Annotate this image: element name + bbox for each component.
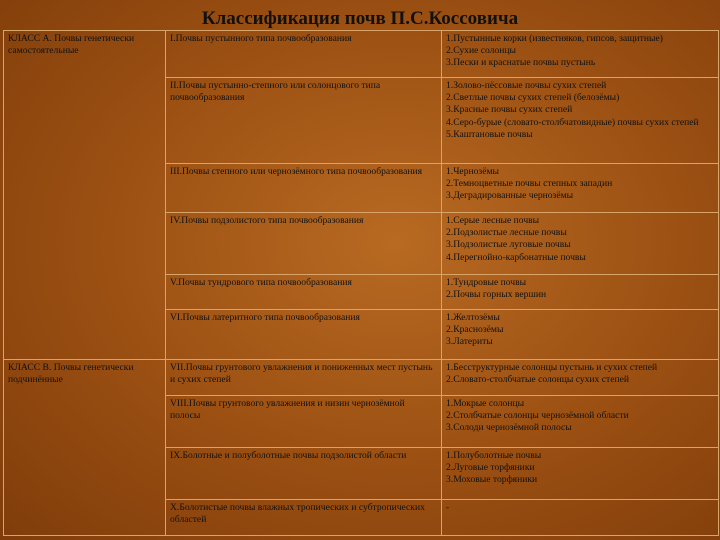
page-title: Классификация почв П.С.Коссовича <box>201 8 519 29</box>
soil-list-cell <box>442 396 719 448</box>
soil-item: 3.Красные почвы сухих степей <box>446 104 573 116</box>
soil-item: 1.Тундровые почвы <box>446 277 527 288</box>
soil-list-cell <box>442 310 719 360</box>
soil-type-cell <box>166 396 442 448</box>
soil-type-cell <box>166 213 442 275</box>
class-name: КЛАСС А. Почвы генетически самостоятельные <box>8 33 135 57</box>
soil-item: 4.Серо-бурые (словато-столбчатовидные) почвы сухих степей <box>446 116 699 128</box>
class-b-cell <box>4 360 166 536</box>
soil-item: 2.Словато-столбчатые солонцы сухих степей <box>446 374 629 386</box>
soil-list-cell <box>442 78 719 164</box>
soil-list-cell <box>442 213 719 275</box>
soil-item: 2.Столбчатые солонцы чернозёмной области <box>446 410 629 422</box>
table-row <box>4 31 719 78</box>
soil-type-cell <box>166 275 442 310</box>
soil-type-cell <box>166 31 442 78</box>
soil-item: 3.Деградированные чернозёмы <box>446 190 574 202</box>
soil-type: III.Почвы степного или чернозёмного типа почвообразования <box>170 166 423 177</box>
soil-item: 1.Желтозёмы <box>446 312 500 323</box>
soil-type-cell <box>166 310 442 360</box>
soil-item: 1.Серые лесные почвы <box>446 215 540 226</box>
class-a-cell <box>4 31 166 360</box>
soil-type-cell <box>166 360 442 396</box>
classification-table <box>3 30 719 536</box>
soil-type: V.Почвы тундрового типа почвообразования <box>170 277 352 288</box>
soil-type: VII.Почвы грунтового увлажнения и пониженных мест пустынь и сухих степей <box>170 362 433 386</box>
soil-item: 2.Светлые почвы сухих степей (белозёмы) <box>446 92 620 104</box>
soil-list-cell <box>442 500 719 536</box>
soil-type-cell <box>166 78 442 164</box>
soil-item: 2.Сухие солонцы <box>446 45 516 57</box>
soil-item: 2.Луговые торфяники <box>446 462 535 474</box>
soil-item: 1.Золово-пёссовые почвы сухих степей <box>446 80 607 91</box>
soil-item: 3.Пески и краснатые почвы пустынь <box>446 57 596 69</box>
soil-type: II.Почвы пустынно-степного или солонцового типа почвообразования <box>170 80 381 104</box>
soil-type: IX.Болотные и полуболотные почвы подзолистой области <box>170 450 407 461</box>
soil-item: 2.Почвы горных вершин <box>446 289 547 301</box>
soil-item: 3.Латериты <box>446 336 493 348</box>
soil-list-cell <box>442 164 719 213</box>
soil-item: 2.Подзолистые лесные почвы <box>446 227 567 239</box>
soil-item: 1.Мокрые солонцы <box>446 398 525 409</box>
soil-item: 1.Полуболотные почвы <box>446 450 542 461</box>
soil-item: 2.Темноцветные почвы степных западин <box>446 178 613 190</box>
soil-item: 3.Солоди чернозёмной полосы <box>446 422 572 434</box>
soil-type-cell <box>166 500 442 536</box>
soil-type-cell <box>166 164 442 213</box>
soil-item: 3.Подзолистые луговые почвы <box>446 239 571 251</box>
soil-item: 3.Моховые торфяники <box>446 474 538 486</box>
soil-item: 4.Перегнойно-карбонатные почвы <box>446 251 586 263</box>
soil-type: IV.Почвы подзолистого типа почвообразования <box>170 215 364 226</box>
soil-type: X.Болотистые почвы влажных тропических и субтропических областей <box>170 502 425 526</box>
soil-item: 1.Бесструктурные солонцы пустынь и сухих степей <box>446 362 658 373</box>
soil-type: VI.Почвы латеритного типа почвообразования <box>170 312 360 323</box>
soil-type-cell <box>166 448 442 500</box>
soil-list-cell <box>442 448 719 500</box>
soil-item: 2.Краснозёмы <box>446 324 504 336</box>
soil-list-cell <box>442 275 719 310</box>
soil-type: VIII.Почвы грунтового увлажнения и низин чернозёмной полосы <box>170 398 405 422</box>
soil-item: 1.Чернозёмы <box>446 166 499 177</box>
class-name: КЛАСС В. Почвы генетически подчинённые <box>8 362 134 386</box>
soil-item: - <box>446 502 450 513</box>
soil-item: 5.Каштановые почвы <box>446 128 533 140</box>
table-row <box>4 360 719 396</box>
soil-type: I.Почвы пустынного типа почвообразования <box>170 33 352 44</box>
soil-item: 1.Пустынные корки (известняков, гипсов, защитные) <box>446 33 663 44</box>
soil-list-cell <box>442 31 719 78</box>
soil-list-cell <box>442 360 719 396</box>
